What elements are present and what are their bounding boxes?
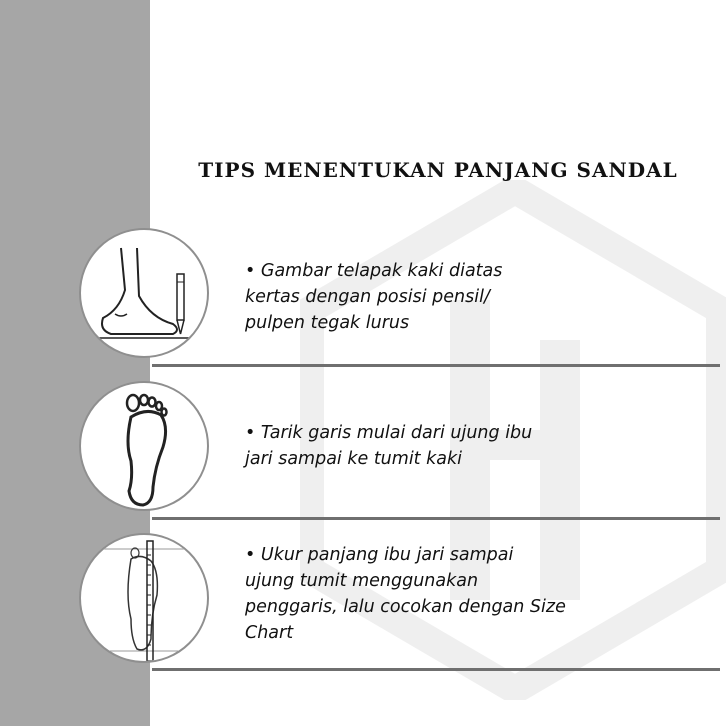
foot-ruler-icon bbox=[81, 535, 209, 663]
step-divider bbox=[152, 517, 720, 520]
step-1-text: • Gambar telapak kaki diatas kertas dengan posisi pensil/ pulpen tegak lurus bbox=[245, 261, 503, 333]
step-3-text: • Ukur panjang ibu jari sampai ujung tumit menggunakan penggaris, lalu cocokan dengan Size Chart bbox=[245, 545, 566, 643]
step-divider bbox=[152, 668, 720, 671]
footprint-icon bbox=[81, 383, 209, 511]
step-2-text: • Tarik garis mulai dari ujung ibu jari sampai ke tumit kaki bbox=[245, 423, 533, 469]
step-divider bbox=[152, 364, 720, 367]
step-1-illustration bbox=[79, 228, 209, 358]
step-3-illustration bbox=[79, 533, 209, 663]
step-2-illustration bbox=[79, 381, 209, 511]
foot-side-pencil-icon bbox=[81, 230, 209, 358]
page-title: TIPS MENENTUKAN PANJANG SANDAL bbox=[198, 158, 678, 182]
